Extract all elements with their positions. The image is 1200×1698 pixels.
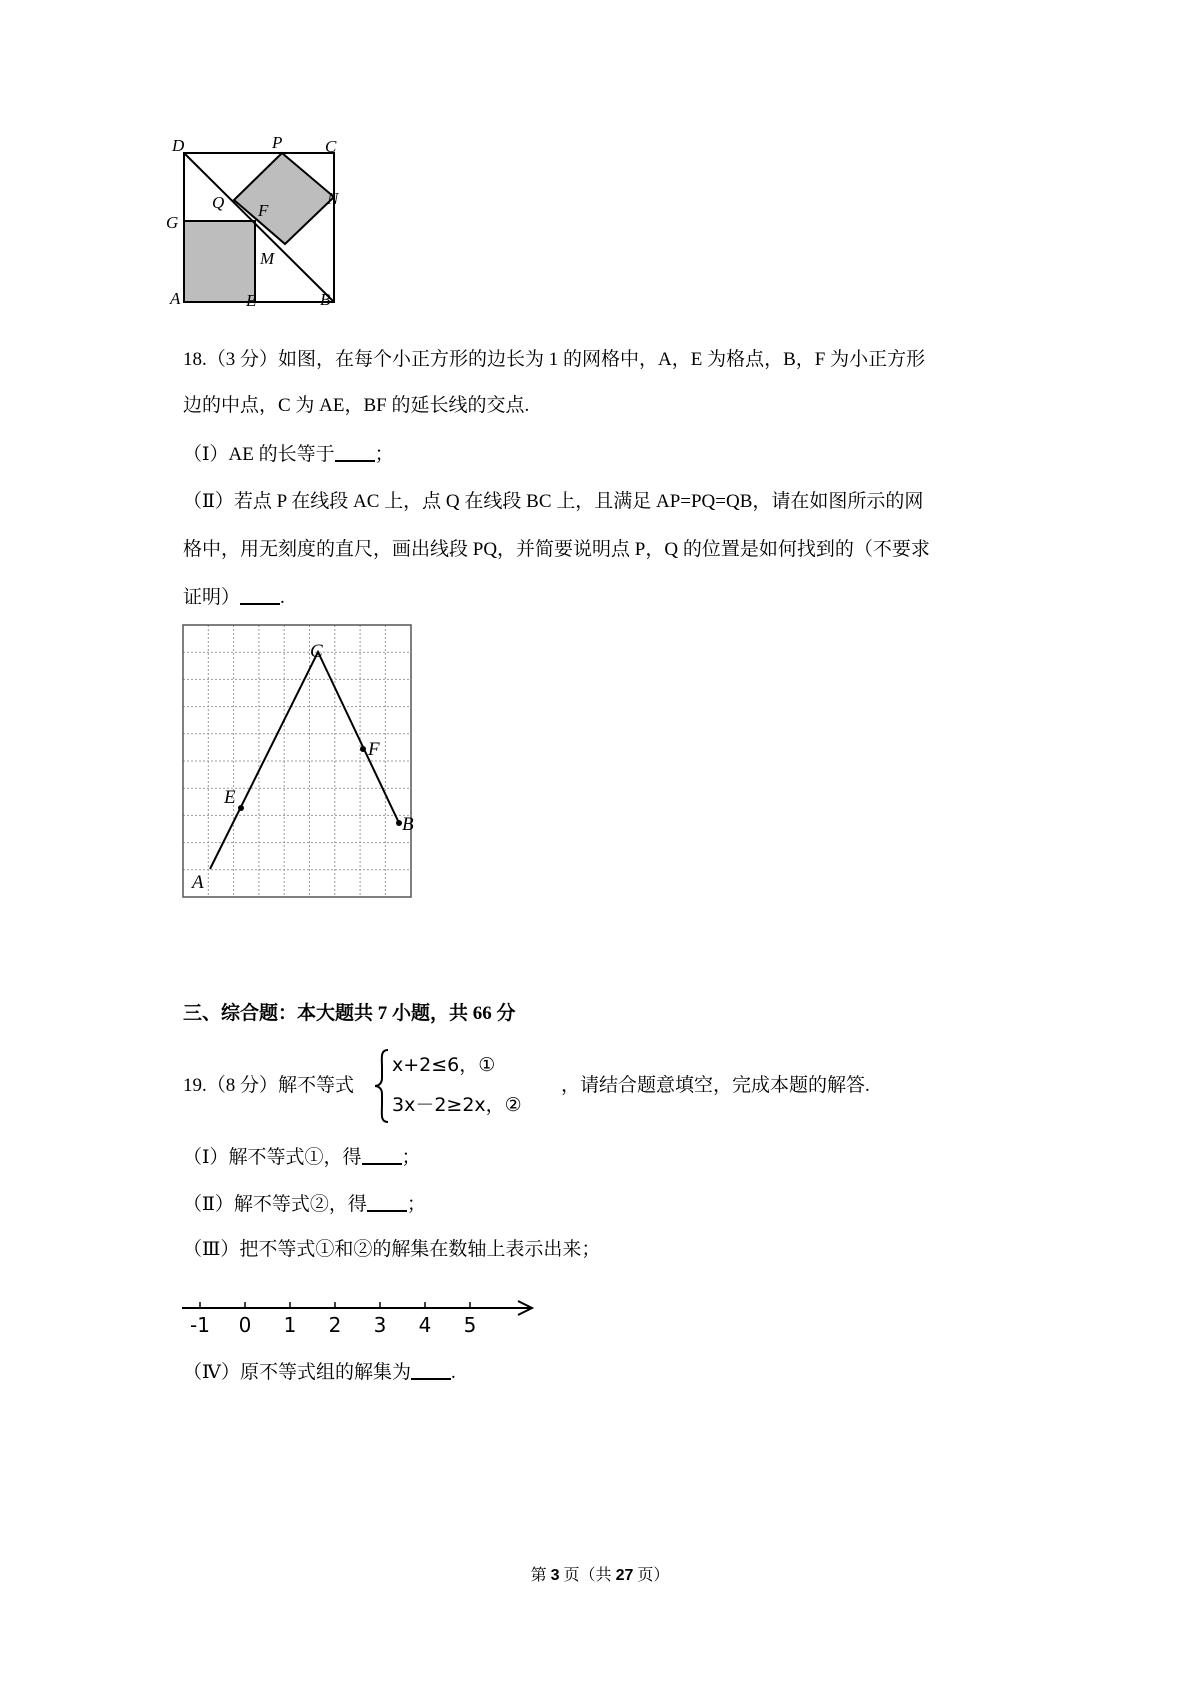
grid-label-B: B bbox=[402, 814, 414, 835]
q19-part3: （Ⅲ）把不等式①和②的解集在数轴上表示出来； bbox=[183, 1239, 601, 1260]
q18-part1-end: ； bbox=[374, 444, 394, 465]
axis-tick-label: 1 bbox=[283, 1313, 297, 1337]
footer-suffix: 页） bbox=[633, 1567, 670, 1584]
q19-intro-text: 19.（8 分）解不等式 bbox=[183, 1075, 355, 1096]
square-figure bbox=[166, 133, 370, 330]
footer-total-pages: 27 bbox=[615, 1567, 634, 1584]
label-M: M bbox=[260, 249, 275, 268]
q18-part2-line1: （Ⅱ）若点 P 在线段 AC 上，点 Q 在线段 BC 上，且满足 AP=PQ=QB，请在如图所示的网 bbox=[183, 491, 924, 512]
q19-part4 bbox=[183, 1360, 456, 1385]
answer-blank bbox=[335, 442, 375, 462]
label-N: N bbox=[327, 189, 339, 208]
label-P: P bbox=[272, 133, 283, 152]
q18-line1: 18.（3 分）如图，在每个小正方形的边长为 1 的网格中，A，E 为格点，B，F 为小正方形 bbox=[183, 349, 926, 370]
axis-tick-label: 0 bbox=[238, 1313, 252, 1337]
q19-intro bbox=[183, 1074, 354, 1098]
inequality-2: 3x－2≥2x，② bbox=[392, 1094, 522, 1116]
grid-figure bbox=[180, 622, 420, 902]
q19-part4-text: （Ⅳ）原不等式组的解集为 bbox=[183, 1362, 411, 1383]
section-title: 三、综合题：本大题共 7 小题，共 66 分 bbox=[183, 1003, 516, 1024]
grid-label-C: C bbox=[310, 641, 323, 662]
label-C: C bbox=[325, 137, 337, 156]
label-Q: Q bbox=[212, 193, 225, 212]
shaded-square-left bbox=[184, 221, 255, 302]
grid-label-A: A bbox=[192, 872, 204, 893]
grid-label-E: E bbox=[224, 787, 236, 808]
inequality-1: x+2≤6，① bbox=[392, 1054, 496, 1076]
q18-part2-text: 证明） bbox=[183, 587, 241, 608]
label-A: A bbox=[170, 289, 181, 308]
label-B: B bbox=[320, 290, 331, 309]
q18-part1 bbox=[183, 442, 394, 467]
q18-line2: 边的中点，C 为 AE，BF 的延长线的交点. bbox=[183, 395, 530, 416]
q18-part2-line3 bbox=[183, 585, 285, 610]
page-footer bbox=[0, 1562, 1200, 1585]
q19-part2-end: ； bbox=[406, 1194, 426, 1215]
axis-tick-label: 3 bbox=[373, 1313, 387, 1337]
answer-blank bbox=[411, 1360, 451, 1380]
footer-prefix: 第 bbox=[530, 1567, 551, 1584]
q19-part2 bbox=[183, 1192, 426, 1217]
grid-label-F: F bbox=[368, 739, 380, 760]
q19-part4-end: . bbox=[450, 1362, 456, 1383]
label-D: D bbox=[172, 136, 185, 155]
number-line bbox=[180, 1290, 540, 1340]
axis-tick-label: -1 bbox=[190, 1313, 210, 1337]
footer-page-number: 3 bbox=[550, 1567, 560, 1584]
q18-part2-line2: 格中，用无刻度的直尺，画出线段 PQ，并简要说明点 P，Q 的位置是如何找到的（不要求 bbox=[183, 539, 930, 560]
label-F: F bbox=[258, 201, 269, 220]
answer-blank bbox=[367, 1192, 407, 1212]
system-brace bbox=[374, 1048, 390, 1124]
q19-intro-end: ，请结合题意填空，完成本题的解答. bbox=[561, 1075, 870, 1096]
q19-part2-text: （Ⅱ）解不等式②，得 bbox=[183, 1194, 367, 1215]
label-G: G bbox=[166, 213, 179, 232]
q18-part1-text: （Ⅰ）AE 的长等于 bbox=[183, 444, 335, 465]
answer-blank bbox=[362, 1145, 402, 1165]
q19-part1 bbox=[183, 1145, 421, 1170]
point-F bbox=[360, 746, 366, 752]
answer-blank bbox=[240, 585, 280, 605]
q18-part2-end: . bbox=[280, 587, 285, 608]
point-E bbox=[238, 805, 244, 811]
label-E: E bbox=[246, 291, 257, 310]
axis-tick-label: 5 bbox=[463, 1313, 477, 1337]
q19-part1-end: ； bbox=[401, 1147, 421, 1168]
q19-part1-text: （Ⅰ）解不等式①，得 bbox=[183, 1147, 362, 1168]
footer-middle: 页（共 bbox=[559, 1567, 616, 1584]
axis-tick-label: 4 bbox=[418, 1313, 432, 1337]
axis-tick-label: 2 bbox=[328, 1313, 342, 1337]
